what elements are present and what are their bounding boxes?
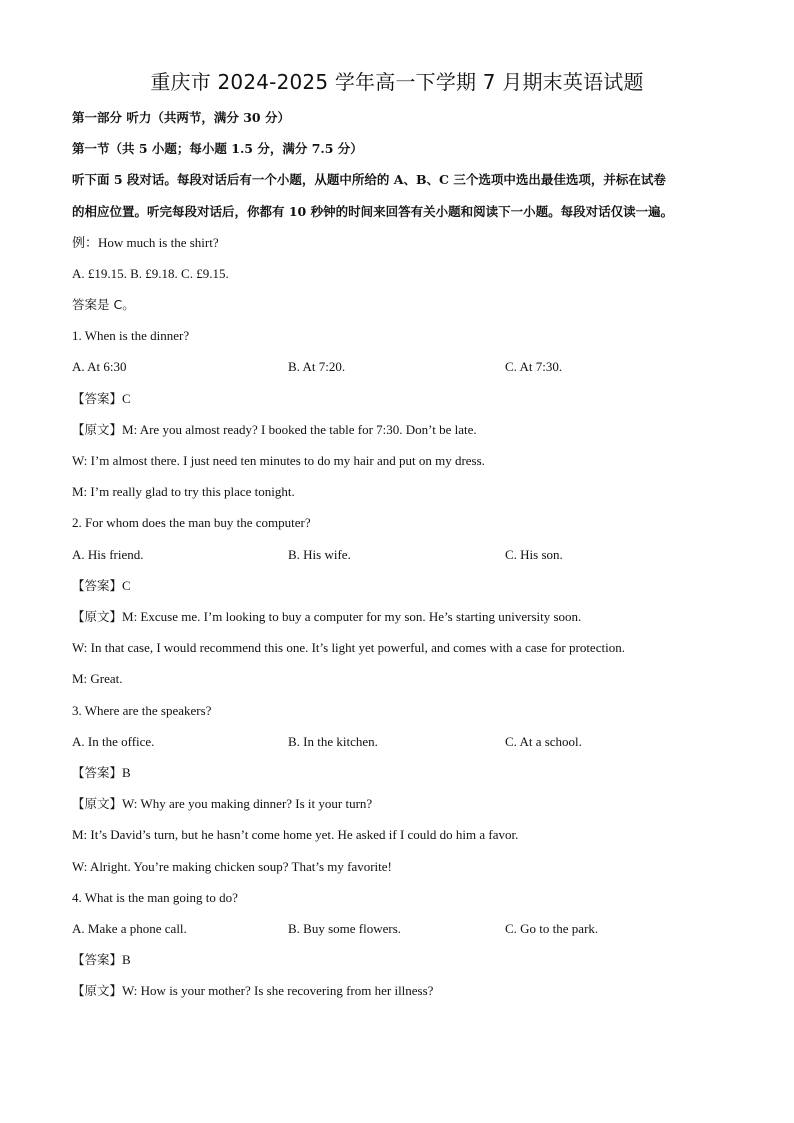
transcript-tag: 【原文】 [72,609,123,624]
question-3-transcript-1 [72,796,372,812]
transcript-line: W: Why are you making dinner? Is it your turn? [122,796,373,811]
transcript-line: M: Excuse me. I’m looking to buy a computer for my son. He’s starting university soon. [122,609,582,624]
option-c: C. Go to the park. [505,921,599,936]
question-1-answer [72,391,131,407]
answer-value: C [122,578,131,593]
transcript-tag: 【原文】 [72,422,123,437]
answer-value: B [122,952,131,967]
question-4-transcript-1 [72,983,433,999]
question-3-answer [72,765,131,781]
option-a: A. Make a phone call. [72,921,187,936]
question-4-answer [72,952,131,968]
question-2: 2. For whom does the man buy the computer? [72,515,311,530]
question-1-options [72,359,732,375]
option-c: C. His son. [505,547,563,562]
question-2-transcript-3: M: Great. [72,671,123,686]
question-2-transcript-2: W: In that case, I would recommend this one. It’s light yet powerful, and comes with a case for protection. [72,640,625,655]
option-a: A. In the office. [72,734,155,749]
transcript-tag: 【原文】 [72,796,123,811]
section1-heading: 第一节（共 5 小题；每小题 1.5 分，满分 7.5 分） [72,141,363,156]
answer-tag: 【答案】 [72,578,123,593]
question-2-options [72,547,732,563]
transcript-line: M: Are you almost ready? I booked the table for 7:30. Don’t be late. [122,422,477,437]
example-question: 例：How much is the shirt? [72,235,219,250]
answer-value: C [122,391,131,406]
question-1-transcript-2: W: I’m almost there. I just need ten minutes to do my hair and put on my dress. [72,453,485,468]
page-title: 重庆市 2024-2025 学年高一下学期 7 月期末英语试题 [150,70,644,94]
question-2-answer [72,578,131,594]
answer-value: B [122,765,131,780]
option-b: B. Buy some flowers. [288,921,402,936]
option-c: C. At 7:30. [505,359,563,374]
instructions-line-2: 的相应位置。听完每段对话后，你都有 10 秒钟的时间来回答有关小题和阅读下一小题。每段对话仅读一遍。 [72,204,674,219]
option-c: C. At a school. [505,734,582,749]
question-3: 3. Where are the speakers? [72,703,212,718]
option-b: B. At 7:20. [288,359,346,374]
question-4-options [72,921,732,937]
question-3-options [72,734,732,750]
option-a: A. At 6:30 [72,359,127,374]
instructions-line-1: 听下面 5 段对话。每段对话后有一个小题，从题中所给的 A、B、C 三个选项中选出最佳选项，并标在试卷 [72,172,666,187]
question-1-transcript-3: M: I’m really glad to try this place tonight. [72,484,295,499]
answer-tag: 【答案】 [72,765,123,780]
transcript-tag: 【原文】 [72,983,123,998]
question-1-transcript-1 [72,422,477,438]
question-2-transcript-1 [72,609,581,625]
example-options: A. £19.15. B. £9.18. C. £9.15. [72,266,229,281]
part1-heading: 第一部分 听力（共两节，满分 30 分） [72,110,290,125]
transcript-line: W: How is your mother? Is she recovering from her illness? [122,983,434,998]
example-answer: 答案是 C。 [72,297,135,312]
question-4: 4. What is the man going to do? [72,890,238,905]
question-3-transcript-3: W: Alright. You’re making chicken soup? That’s my favorite! [72,859,392,874]
question-3-transcript-2: M: It’s David’s turn, but he hasn’t come home yet. He asked if I could do him a favor. [72,827,519,842]
question-1: 1. When is the dinner? [72,328,190,343]
option-b: B. In the kitchen. [288,734,378,749]
answer-tag: 【答案】 [72,952,123,967]
option-b: B. His wife. [288,547,351,562]
option-a: A. His friend. [72,547,144,562]
answer-tag: 【答案】 [72,391,123,406]
